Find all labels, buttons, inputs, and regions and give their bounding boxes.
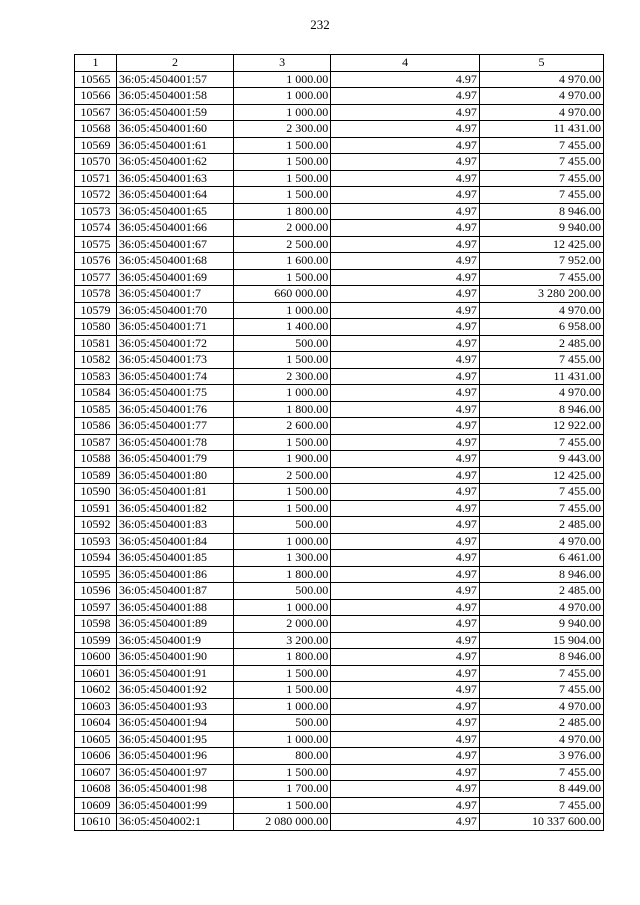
row-index-cell: 10609 bbox=[75, 797, 117, 814]
amount-cell: 9 443.00 bbox=[479, 451, 603, 468]
cadastral-number-cell: 36:05:4504001:59 bbox=[117, 104, 234, 121]
row-index-cell: 10586 bbox=[75, 418, 117, 435]
table-row bbox=[75, 500, 604, 517]
amount-cell: 6 958.00 bbox=[479, 319, 603, 336]
table-row bbox=[75, 187, 604, 204]
table-row bbox=[75, 220, 604, 237]
cadastral-number-cell: 36:05:4504001:87 bbox=[117, 583, 234, 600]
area-cell: 1 000.00 bbox=[233, 71, 330, 88]
table-row bbox=[75, 121, 604, 138]
amount-cell: 15 904.00 bbox=[479, 632, 603, 649]
rate-cell: 4.97 bbox=[331, 88, 480, 105]
area-cell: 1 800.00 bbox=[233, 566, 330, 583]
cadastral-number-cell: 36:05:4504001:92 bbox=[117, 682, 234, 699]
rate-cell: 4.97 bbox=[331, 269, 480, 286]
area-cell: 1 500.00 bbox=[233, 434, 330, 451]
area-cell: 1 000.00 bbox=[233, 533, 330, 550]
area-cell: 1 000.00 bbox=[233, 88, 330, 105]
rate-cell: 4.97 bbox=[331, 550, 480, 567]
table-row bbox=[75, 236, 604, 253]
table-row bbox=[75, 599, 604, 616]
table-row bbox=[75, 797, 604, 814]
column-header: 1 bbox=[75, 55, 117, 72]
row-index-cell: 10587 bbox=[75, 434, 117, 451]
rate-cell: 4.97 bbox=[331, 649, 480, 666]
rate-cell: 4.97 bbox=[331, 665, 480, 682]
amount-cell: 4 970.00 bbox=[479, 88, 603, 105]
table-row bbox=[75, 88, 604, 105]
rate-cell: 4.97 bbox=[331, 517, 480, 534]
amount-cell: 9 940.00 bbox=[479, 616, 603, 633]
row-index-cell: 10601 bbox=[75, 665, 117, 682]
cadastral-number-cell: 36:05:4504001:70 bbox=[117, 302, 234, 319]
amount-cell: 12 425.00 bbox=[479, 236, 603, 253]
table-row bbox=[75, 137, 604, 154]
row-index-cell: 10605 bbox=[75, 731, 117, 748]
amount-cell: 4 970.00 bbox=[479, 302, 603, 319]
amount-cell: 4 970.00 bbox=[479, 104, 603, 121]
row-index-cell: 10599 bbox=[75, 632, 117, 649]
area-cell: 2 600.00 bbox=[233, 418, 330, 435]
cadastral-number-cell: 36:05:4504001:94 bbox=[117, 715, 234, 732]
rate-cell: 4.97 bbox=[331, 566, 480, 583]
cadastral-number-cell: 36:05:4504001:99 bbox=[117, 797, 234, 814]
row-index-cell: 10589 bbox=[75, 467, 117, 484]
amount-cell: 2 485.00 bbox=[479, 715, 603, 732]
table-row bbox=[75, 335, 604, 352]
page-number: 232 bbox=[310, 17, 330, 32]
rate-cell: 4.97 bbox=[331, 203, 480, 220]
cadastral-number-cell: 36:05:4504001:93 bbox=[117, 698, 234, 715]
amount-cell: 7 455.00 bbox=[479, 187, 603, 204]
cadastral-number-cell: 36:05:4504001:88 bbox=[117, 599, 234, 616]
area-cell: 2 080 000.00 bbox=[233, 814, 330, 831]
table-row bbox=[75, 649, 604, 666]
rate-cell: 4.97 bbox=[331, 583, 480, 600]
cadastral-number-cell: 36:05:4504001:85 bbox=[117, 550, 234, 567]
cadastral-number-cell: 36:05:4504001:71 bbox=[117, 319, 234, 336]
rate-cell: 4.97 bbox=[331, 731, 480, 748]
row-index-cell: 10570 bbox=[75, 154, 117, 171]
row-index-cell: 10603 bbox=[75, 698, 117, 715]
rate-cell: 4.97 bbox=[331, 500, 480, 517]
amount-cell: 8 946.00 bbox=[479, 203, 603, 220]
rate-cell: 4.97 bbox=[331, 236, 480, 253]
amount-cell: 6 461.00 bbox=[479, 550, 603, 567]
rate-cell: 4.97 bbox=[331, 418, 480, 435]
table-row bbox=[75, 533, 604, 550]
amount-cell: 4 970.00 bbox=[479, 698, 603, 715]
rate-cell: 4.97 bbox=[331, 302, 480, 319]
rate-cell: 4.97 bbox=[331, 220, 480, 237]
table-row bbox=[75, 731, 604, 748]
row-index-cell: 10607 bbox=[75, 764, 117, 781]
table-row bbox=[75, 715, 604, 732]
amount-cell: 7 455.00 bbox=[479, 500, 603, 517]
cadastral-number-cell: 36:05:4504001:66 bbox=[117, 220, 234, 237]
amount-cell: 7 455.00 bbox=[479, 764, 603, 781]
rate-cell: 4.97 bbox=[331, 286, 480, 303]
area-cell: 1 500.00 bbox=[233, 154, 330, 171]
row-index-cell: 10592 bbox=[75, 517, 117, 534]
cadastral-number-cell: 36:05:4504001:76 bbox=[117, 401, 234, 418]
rate-cell: 4.97 bbox=[331, 467, 480, 484]
row-index-cell: 10573 bbox=[75, 203, 117, 220]
cadastral-number-cell: 36:05:4504001:63 bbox=[117, 170, 234, 187]
row-index-cell: 10577 bbox=[75, 269, 117, 286]
row-index-cell: 10604 bbox=[75, 715, 117, 732]
cadastral-number-cell: 36:05:4504001:84 bbox=[117, 533, 234, 550]
row-index-cell: 10597 bbox=[75, 599, 117, 616]
area-cell: 1 000.00 bbox=[233, 104, 330, 121]
area-cell: 500.00 bbox=[233, 335, 330, 352]
table-header-row bbox=[75, 55, 604, 72]
amount-cell: 2 485.00 bbox=[479, 583, 603, 600]
area-cell: 2 500.00 bbox=[233, 467, 330, 484]
rate-cell: 4.97 bbox=[331, 682, 480, 699]
area-cell: 1 500.00 bbox=[233, 500, 330, 517]
cadastral-number-cell: 36:05:4504001:61 bbox=[117, 137, 234, 154]
rate-cell: 4.97 bbox=[331, 484, 480, 501]
table-row bbox=[75, 764, 604, 781]
table-row bbox=[75, 286, 604, 303]
rate-cell: 4.97 bbox=[331, 748, 480, 765]
table-row bbox=[75, 632, 604, 649]
cadastral-number-cell: 36:05:4504001:97 bbox=[117, 764, 234, 781]
area-cell: 1 500.00 bbox=[233, 665, 330, 682]
cadastral-number-cell: 36:05:4504001:7 bbox=[117, 286, 234, 303]
area-cell: 1 500.00 bbox=[233, 764, 330, 781]
cadastral-number-cell: 36:05:4504001:9 bbox=[117, 632, 234, 649]
rate-cell: 4.97 bbox=[331, 451, 480, 468]
cadastral-number-cell: 36:05:4504001:81 bbox=[117, 484, 234, 501]
row-index-cell: 10600 bbox=[75, 649, 117, 666]
amount-cell: 7 952.00 bbox=[479, 253, 603, 270]
table-row bbox=[75, 467, 604, 484]
cadastral-number-cell: 36:05:4504001:60 bbox=[117, 121, 234, 138]
table-row bbox=[75, 517, 604, 534]
rate-cell: 4.97 bbox=[331, 187, 480, 204]
cadastral-number-cell: 36:05:4504001:80 bbox=[117, 467, 234, 484]
column-header: 3 bbox=[233, 55, 330, 72]
amount-cell: 8 946.00 bbox=[479, 566, 603, 583]
amount-cell: 7 455.00 bbox=[479, 797, 603, 814]
area-cell: 2 000.00 bbox=[233, 616, 330, 633]
table-body bbox=[75, 71, 604, 830]
amount-cell: 11 431.00 bbox=[479, 121, 603, 138]
area-cell: 2 300.00 bbox=[233, 121, 330, 138]
cadastral-number-cell: 36:05:4504001:75 bbox=[117, 385, 234, 402]
rate-cell: 4.97 bbox=[331, 599, 480, 616]
amount-cell: 7 455.00 bbox=[479, 484, 603, 501]
row-index-cell: 10576 bbox=[75, 253, 117, 270]
table-row bbox=[75, 71, 604, 88]
row-index-cell: 10567 bbox=[75, 104, 117, 121]
rate-cell: 4.97 bbox=[331, 814, 480, 831]
area-cell: 3 200.00 bbox=[233, 632, 330, 649]
data-table bbox=[74, 54, 604, 831]
row-index-cell: 10568 bbox=[75, 121, 117, 138]
amount-cell: 7 455.00 bbox=[479, 269, 603, 286]
area-cell: 800.00 bbox=[233, 748, 330, 765]
table-row bbox=[75, 583, 604, 600]
area-cell: 1 500.00 bbox=[233, 352, 330, 369]
area-cell: 1 000.00 bbox=[233, 599, 330, 616]
table-row bbox=[75, 616, 604, 633]
rate-cell: 4.97 bbox=[331, 253, 480, 270]
table-row bbox=[75, 682, 604, 699]
cadastral-number-cell: 36:05:4504001:77 bbox=[117, 418, 234, 435]
table-row bbox=[75, 253, 604, 270]
cadastral-number-cell: 36:05:4504002:1 bbox=[117, 814, 234, 831]
cadastral-number-cell: 36:05:4504001:67 bbox=[117, 236, 234, 253]
row-index-cell: 10596 bbox=[75, 583, 117, 600]
area-cell: 1 500.00 bbox=[233, 269, 330, 286]
area-cell: 1 000.00 bbox=[233, 731, 330, 748]
rate-cell: 4.97 bbox=[331, 434, 480, 451]
cadastral-number-cell: 36:05:4504001:62 bbox=[117, 154, 234, 171]
cadastral-number-cell: 36:05:4504001:57 bbox=[117, 71, 234, 88]
cadastral-number-cell: 36:05:4504001:73 bbox=[117, 352, 234, 369]
row-index-cell: 10584 bbox=[75, 385, 117, 402]
amount-cell: 8 946.00 bbox=[479, 401, 603, 418]
table-row bbox=[75, 665, 604, 682]
rate-cell: 4.97 bbox=[331, 121, 480, 138]
amount-cell: 9 940.00 bbox=[479, 220, 603, 237]
amount-cell: 7 455.00 bbox=[479, 682, 603, 699]
amount-cell: 7 455.00 bbox=[479, 352, 603, 369]
row-index-cell: 10565 bbox=[75, 71, 117, 88]
amount-cell: 12 425.00 bbox=[479, 467, 603, 484]
amount-cell: 8 449.00 bbox=[479, 781, 603, 798]
row-index-cell: 10575 bbox=[75, 236, 117, 253]
row-index-cell: 10588 bbox=[75, 451, 117, 468]
area-cell: 1 800.00 bbox=[233, 401, 330, 418]
area-cell: 2 300.00 bbox=[233, 368, 330, 385]
rate-cell: 4.97 bbox=[331, 385, 480, 402]
area-cell: 2 000.00 bbox=[233, 220, 330, 237]
row-index-cell: 10595 bbox=[75, 566, 117, 583]
cadastral-number-cell: 36:05:4504001:90 bbox=[117, 649, 234, 666]
row-index-cell: 10583 bbox=[75, 368, 117, 385]
area-cell: 1 900.00 bbox=[233, 451, 330, 468]
area-cell: 1 500.00 bbox=[233, 137, 330, 154]
amount-cell: 7 455.00 bbox=[479, 137, 603, 154]
row-index-cell: 10593 bbox=[75, 533, 117, 550]
area-cell: 1 800.00 bbox=[233, 203, 330, 220]
rate-cell: 4.97 bbox=[331, 335, 480, 352]
table-row bbox=[75, 352, 604, 369]
row-index-cell: 10578 bbox=[75, 286, 117, 303]
rate-cell: 4.97 bbox=[331, 797, 480, 814]
row-index-cell: 10582 bbox=[75, 352, 117, 369]
cadastral-number-cell: 36:05:4504001:89 bbox=[117, 616, 234, 633]
amount-cell: 4 970.00 bbox=[479, 731, 603, 748]
rate-cell: 4.97 bbox=[331, 781, 480, 798]
row-index-cell: 10585 bbox=[75, 401, 117, 418]
amount-cell: 2 485.00 bbox=[479, 335, 603, 352]
table-row bbox=[75, 484, 604, 501]
column-header: 4 bbox=[331, 55, 480, 72]
table-row bbox=[75, 550, 604, 567]
area-cell: 1 000.00 bbox=[233, 385, 330, 402]
amount-cell: 8 946.00 bbox=[479, 649, 603, 666]
table-row bbox=[75, 302, 604, 319]
area-cell: 1 500.00 bbox=[233, 484, 330, 501]
area-cell: 1 500.00 bbox=[233, 682, 330, 699]
cadastral-number-cell: 36:05:4504001:86 bbox=[117, 566, 234, 583]
rate-cell: 4.97 bbox=[331, 368, 480, 385]
row-index-cell: 10580 bbox=[75, 319, 117, 336]
amount-cell: 7 455.00 bbox=[479, 170, 603, 187]
table-row bbox=[75, 451, 604, 468]
amount-cell: 11 431.00 bbox=[479, 368, 603, 385]
table-row bbox=[75, 368, 604, 385]
table-row bbox=[75, 203, 604, 220]
amount-cell: 7 455.00 bbox=[479, 434, 603, 451]
amount-cell: 7 455.00 bbox=[479, 665, 603, 682]
column-header: 2 bbox=[117, 55, 234, 72]
area-cell: 1 300.00 bbox=[233, 550, 330, 567]
amount-cell: 12 922.00 bbox=[479, 418, 603, 435]
cadastral-number-cell: 36:05:4504001:82 bbox=[117, 500, 234, 517]
row-index-cell: 10591 bbox=[75, 500, 117, 517]
cadastral-number-cell: 36:05:4504001:65 bbox=[117, 203, 234, 220]
cadastral-number-cell: 36:05:4504001:83 bbox=[117, 517, 234, 534]
row-index-cell: 10590 bbox=[75, 484, 117, 501]
cadastral-number-cell: 36:05:4504001:68 bbox=[117, 253, 234, 270]
amount-cell: 4 970.00 bbox=[479, 71, 603, 88]
area-cell: 1 400.00 bbox=[233, 319, 330, 336]
row-index-cell: 10598 bbox=[75, 616, 117, 633]
table-row bbox=[75, 104, 604, 121]
row-index-cell: 10566 bbox=[75, 88, 117, 105]
table-row bbox=[75, 319, 604, 336]
table-row bbox=[75, 434, 604, 451]
row-index-cell: 10579 bbox=[75, 302, 117, 319]
cadastral-number-cell: 36:05:4504001:79 bbox=[117, 451, 234, 468]
row-index-cell: 10572 bbox=[75, 187, 117, 204]
rate-cell: 4.97 bbox=[331, 170, 480, 187]
area-cell: 1 800.00 bbox=[233, 649, 330, 666]
row-index-cell: 10581 bbox=[75, 335, 117, 352]
table-row bbox=[75, 418, 604, 435]
cadastral-number-cell: 36:05:4504001:96 bbox=[117, 748, 234, 765]
cadastral-number-cell: 36:05:4504001:64 bbox=[117, 187, 234, 204]
rate-cell: 4.97 bbox=[331, 401, 480, 418]
rate-cell: 4.97 bbox=[331, 104, 480, 121]
table-row bbox=[75, 170, 604, 187]
rate-cell: 4.97 bbox=[331, 533, 480, 550]
column-header: 5 bbox=[479, 55, 603, 72]
amount-cell: 10 337 600.00 bbox=[479, 814, 603, 831]
table-row bbox=[75, 401, 604, 418]
row-index-cell: 10606 bbox=[75, 748, 117, 765]
area-cell: 500.00 bbox=[233, 517, 330, 534]
table-row bbox=[75, 781, 604, 798]
amount-cell: 3 976.00 bbox=[479, 748, 603, 765]
area-cell: 660 000.00 bbox=[233, 286, 330, 303]
cadastral-number-cell: 36:05:4504001:74 bbox=[117, 368, 234, 385]
cadastral-number-cell: 36:05:4504001:72 bbox=[117, 335, 234, 352]
cadastral-number-cell: 36:05:4504001:98 bbox=[117, 781, 234, 798]
row-index-cell: 10574 bbox=[75, 220, 117, 237]
table-row bbox=[75, 269, 604, 286]
rate-cell: 4.97 bbox=[331, 137, 480, 154]
cadastral-number-cell: 36:05:4504001:69 bbox=[117, 269, 234, 286]
amount-cell: 7 455.00 bbox=[479, 154, 603, 171]
area-cell: 500.00 bbox=[233, 583, 330, 600]
table-row bbox=[75, 814, 604, 831]
rate-cell: 4.97 bbox=[331, 698, 480, 715]
row-index-cell: 10610 bbox=[75, 814, 117, 831]
row-index-cell: 10608 bbox=[75, 781, 117, 798]
cadastral-number-cell: 36:05:4504001:91 bbox=[117, 665, 234, 682]
area-cell: 1 500.00 bbox=[233, 170, 330, 187]
table-row bbox=[75, 154, 604, 171]
rate-cell: 4.97 bbox=[331, 352, 480, 369]
row-index-cell: 10569 bbox=[75, 137, 117, 154]
area-cell: 1 000.00 bbox=[233, 302, 330, 319]
amount-cell: 4 970.00 bbox=[479, 599, 603, 616]
table-row bbox=[75, 566, 604, 583]
area-cell: 1 600.00 bbox=[233, 253, 330, 270]
rate-cell: 4.97 bbox=[331, 154, 480, 171]
area-cell: 1 000.00 bbox=[233, 698, 330, 715]
rate-cell: 4.97 bbox=[331, 715, 480, 732]
amount-cell: 4 970.00 bbox=[479, 533, 603, 550]
area-cell: 1 500.00 bbox=[233, 187, 330, 204]
area-cell: 1 700.00 bbox=[233, 781, 330, 798]
area-cell: 500.00 bbox=[233, 715, 330, 732]
row-index-cell: 10602 bbox=[75, 682, 117, 699]
rate-cell: 4.97 bbox=[331, 632, 480, 649]
rate-cell: 4.97 bbox=[331, 71, 480, 88]
area-cell: 1 500.00 bbox=[233, 797, 330, 814]
rate-cell: 4.97 bbox=[331, 764, 480, 781]
table-row bbox=[75, 698, 604, 715]
table-row bbox=[75, 385, 604, 402]
cadastral-number-cell: 36:05:4504001:78 bbox=[117, 434, 234, 451]
amount-cell: 3 280 200.00 bbox=[479, 286, 603, 303]
table-row bbox=[75, 748, 604, 765]
rate-cell: 4.97 bbox=[331, 319, 480, 336]
amount-cell: 2 485.00 bbox=[479, 517, 603, 534]
row-index-cell: 10571 bbox=[75, 170, 117, 187]
cadastral-number-cell: 36:05:4504001:95 bbox=[117, 731, 234, 748]
row-index-cell: 10594 bbox=[75, 550, 117, 567]
rate-cell: 4.97 bbox=[331, 616, 480, 633]
cadastral-number-cell: 36:05:4504001:58 bbox=[117, 88, 234, 105]
amount-cell: 4 970.00 bbox=[479, 385, 603, 402]
area-cell: 2 500.00 bbox=[233, 236, 330, 253]
